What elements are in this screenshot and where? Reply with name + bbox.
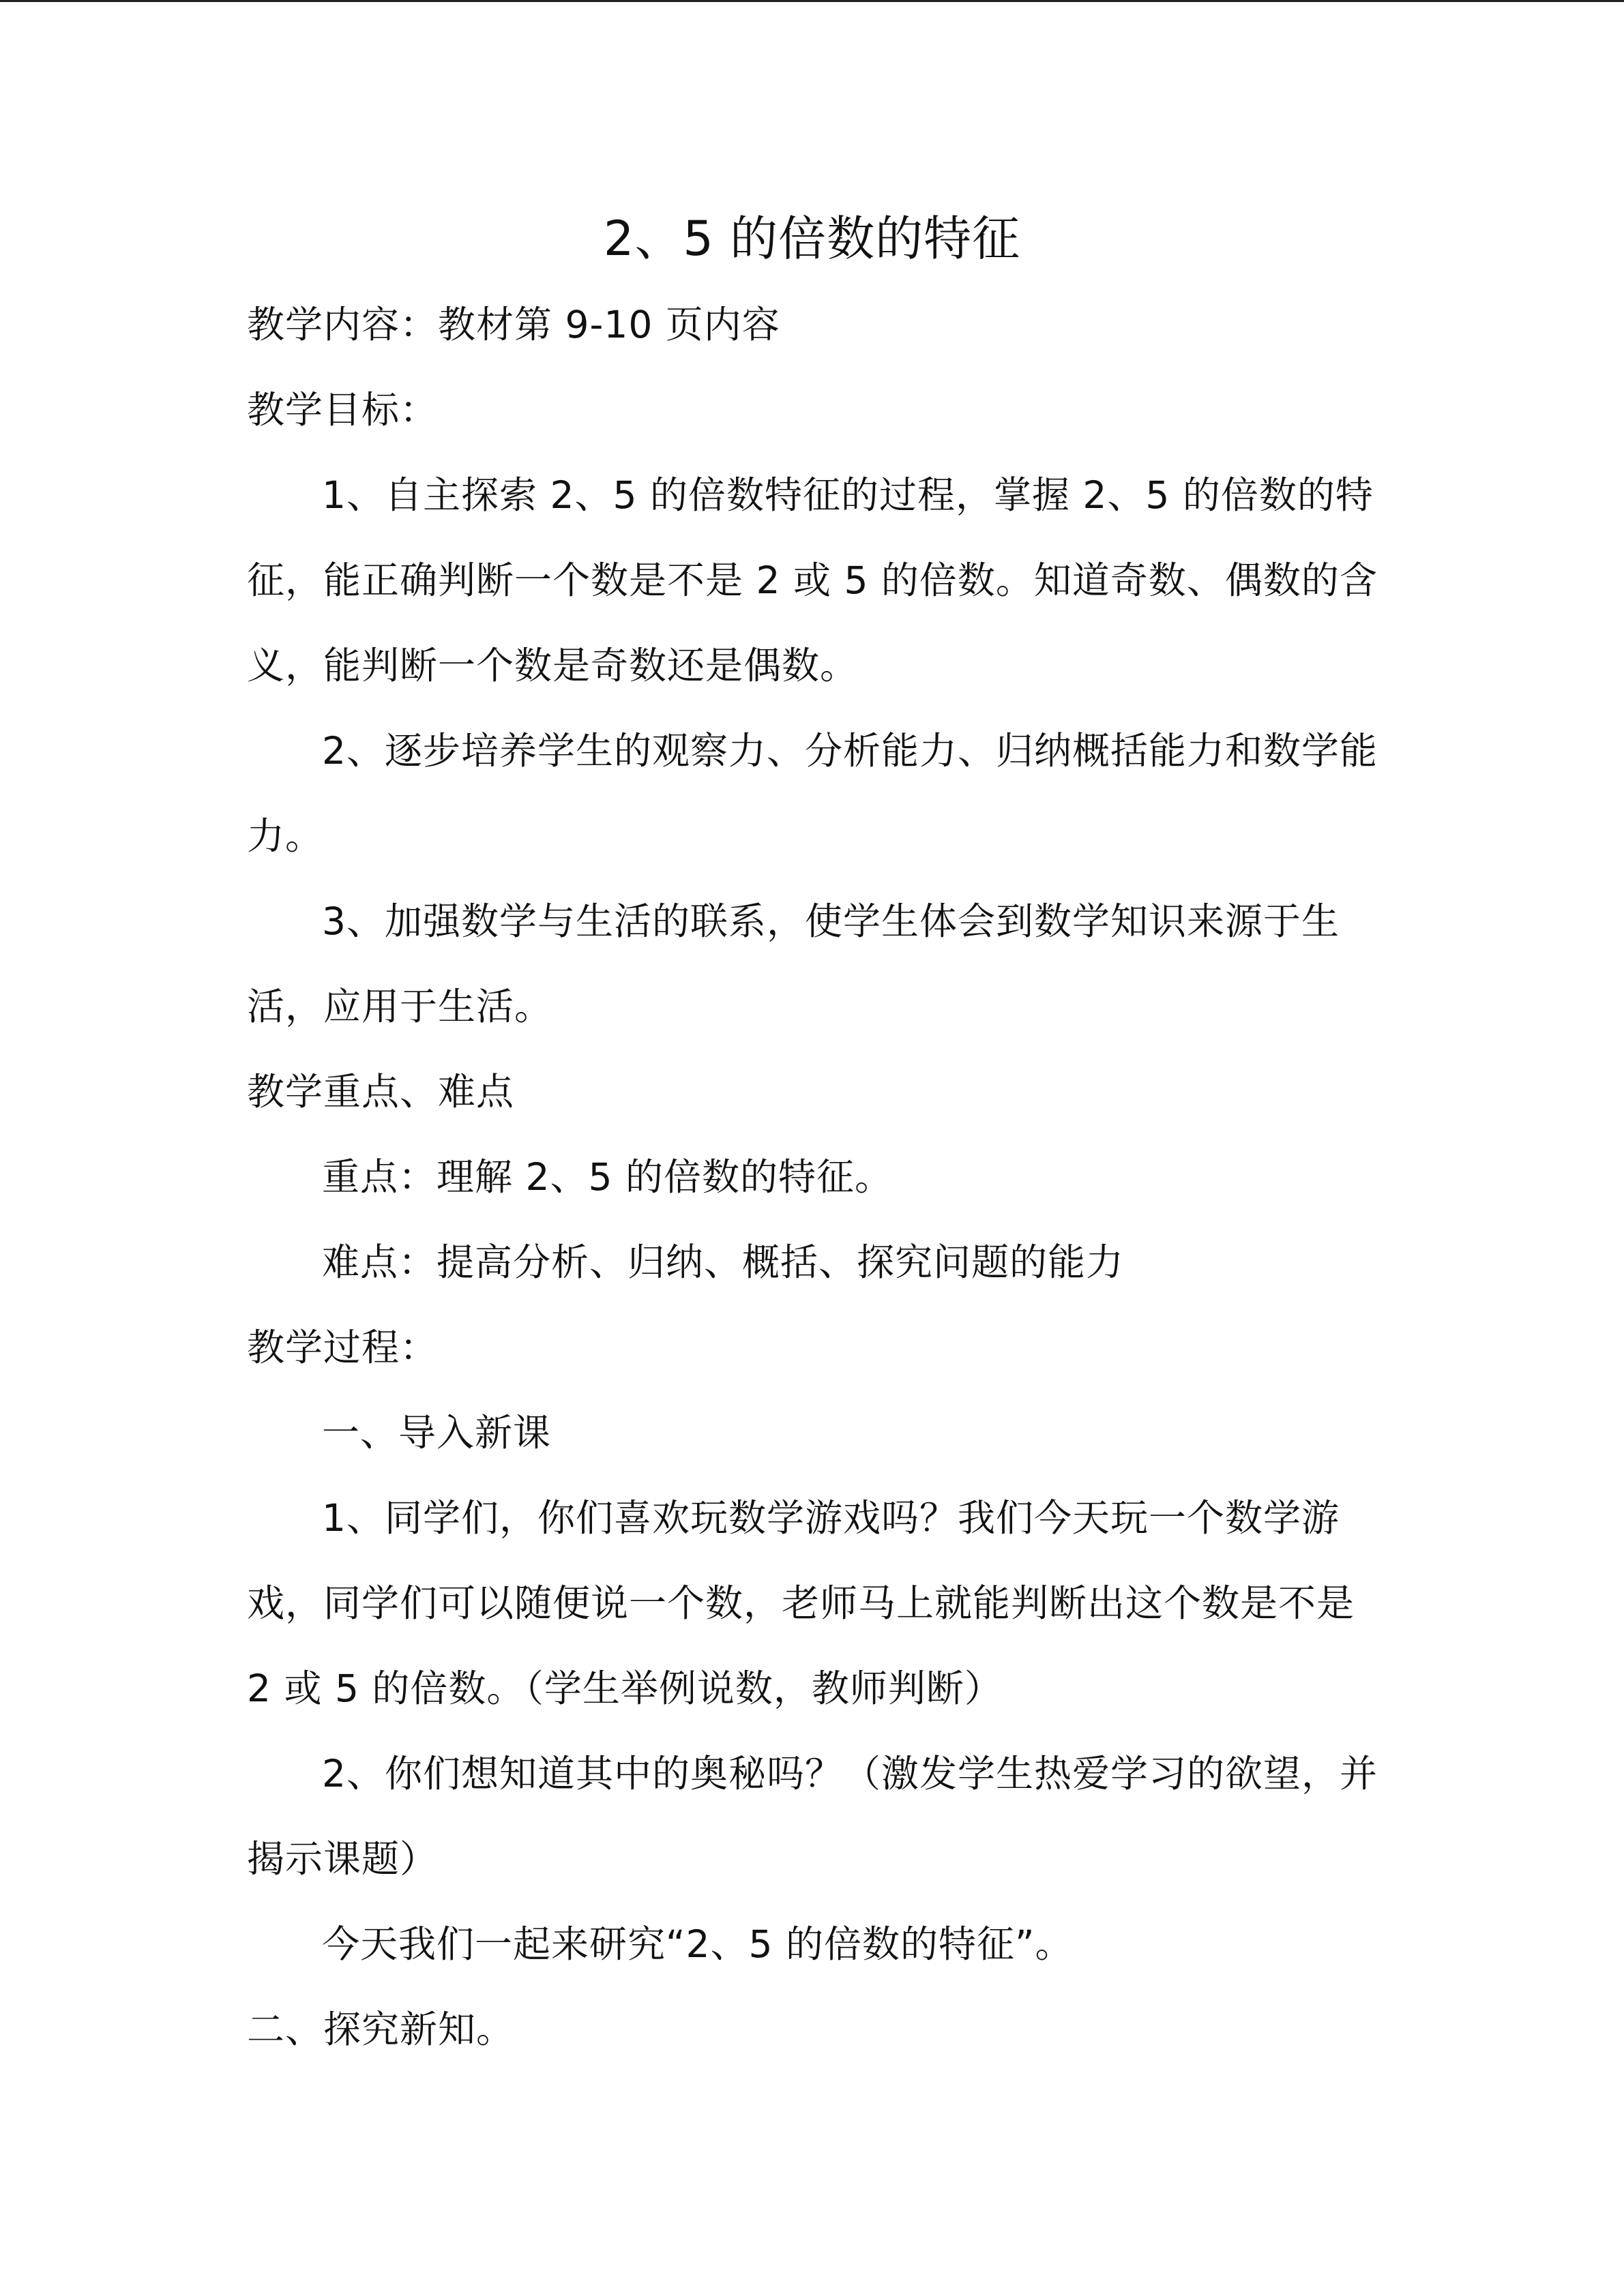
paragraph-line: 义，能判断一个数是奇数还是偶数。 xyxy=(247,644,859,687)
paragraph-line: 教学目标： xyxy=(247,388,439,432)
page-top-border xyxy=(0,0,1624,2)
paragraph-line: 今天我们一起来研究“2、5 的倍数的特征”。 xyxy=(322,1922,1074,1966)
paragraph-line: 难点：提高分析、归纳、概括、探究问题的能力 xyxy=(322,1240,1125,1284)
paragraph-line: 1、自主探索 2、5 的倍数特征的过程，掌握 2、5 的倍数的特 xyxy=(322,473,1374,517)
paragraph-line: 二、探究新知。 xyxy=(247,2008,515,2051)
paragraph-line: 重点：理解 2、5 的倍数的特征。 xyxy=(322,1155,893,1199)
paragraph-line: 戏，同学们可以随便说一个数，老师马上就能判断出这个数是不是 xyxy=(247,1581,1355,1625)
paragraph-line: 揭示课题） xyxy=(247,1837,439,1881)
paragraph-line: 教学内容：教材第 9-10 页内容 xyxy=(247,303,780,346)
paragraph-line: 1、同学们，你们喜欢玩数学游戏吗？我们今天玩一个数学游 xyxy=(322,1496,1340,1540)
paragraph-line: 3、加强数学与生活的联系，使学生体会到数学知识来源于生 xyxy=(322,899,1340,943)
paragraph-line: 征，能正确判断一个数是不是 2 或 5 的倍数。知道奇数、偶数的含 xyxy=(247,558,1378,602)
paragraph-line: 教学过程： xyxy=(247,1326,439,1369)
paragraph-line: 力。 xyxy=(247,814,324,858)
paragraph-line: 一、导入新课 xyxy=(322,1411,552,1455)
paragraph-line: 2、逐步培养学生的观察力、分析能力、归纳概括能力和数学能 xyxy=(322,729,1378,773)
paragraph-line: 2 或 5 的倍数。（学生举例说数，教师判断） xyxy=(247,1667,1003,1710)
paragraph-line: 教学重点、难点 xyxy=(247,1070,515,1114)
paragraph-line: 2、你们想知道其中的奥秘吗？（激发学生热爱学习的欲望，并 xyxy=(322,1752,1378,1795)
document-title: 2、5 的倍数的特征 xyxy=(603,211,1021,267)
paragraph-line: 活，应用于生活。 xyxy=(247,985,553,1028)
